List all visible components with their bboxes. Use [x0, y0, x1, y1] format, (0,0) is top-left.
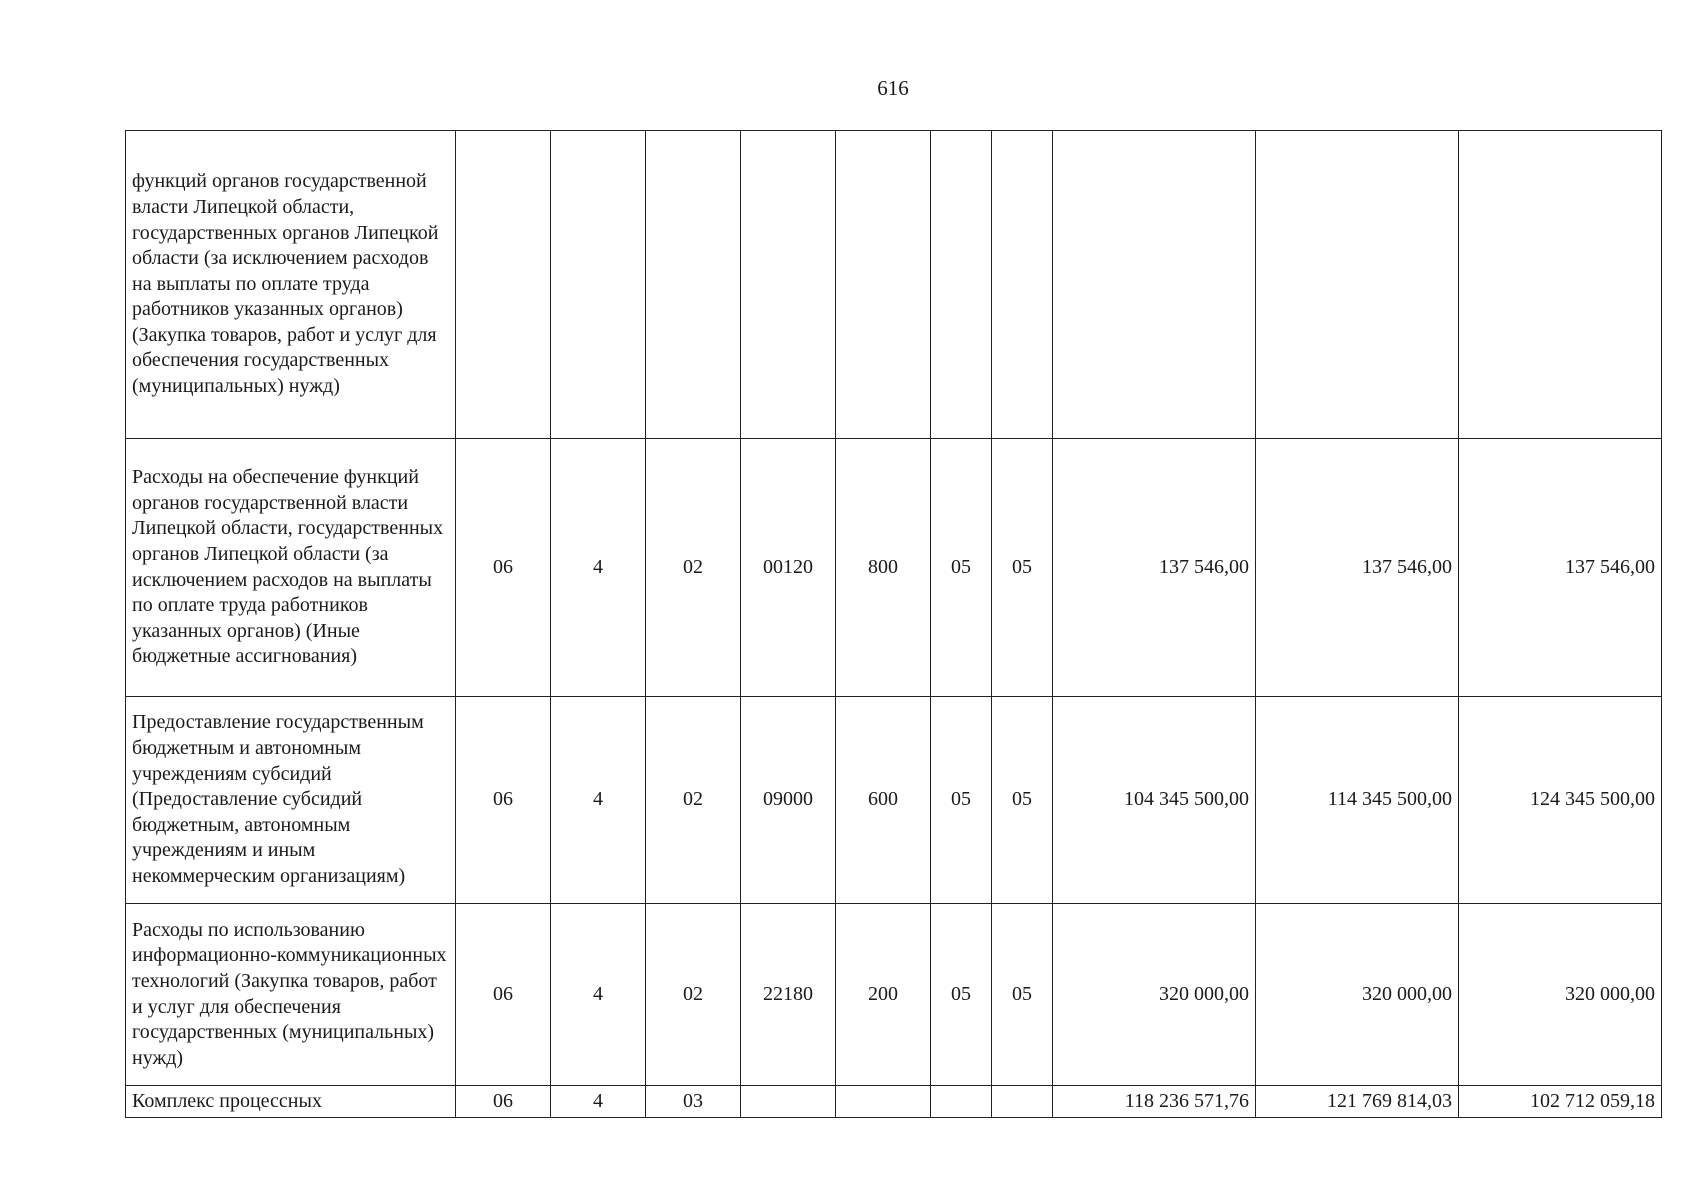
table-row [126, 697, 1662, 904]
code-cell: 06 [456, 439, 551, 697]
code-cell: 4 [551, 904, 646, 1086]
code-cell: 02 [646, 904, 741, 1086]
table-row [126, 1086, 1662, 1118]
amount-cell [1053, 131, 1256, 439]
code-cell [741, 131, 836, 439]
code-cell: 09000 [741, 697, 836, 904]
code-cell [992, 1086, 1053, 1118]
code-cell [931, 131, 992, 439]
code-cell: 200 [836, 904, 931, 1086]
code-cell [836, 131, 931, 439]
row-description: функций органов государственной власти Липецкой области, государственных органов Липецкой области (за исключением расходов на выплаты по оплате труда работников указанных органов) (Закупка товаров, работ и услуг для обеспечения государственных (муниципальных) нужд) [126, 131, 456, 439]
amount-cell: 104 345 500,00 [1053, 697, 1256, 904]
code-cell: 05 [992, 439, 1053, 697]
amount-cell: 137 546,00 [1256, 439, 1459, 697]
code-cell: 06 [456, 904, 551, 1086]
table-row [126, 904, 1662, 1086]
amount-cell: 121 769 814,03 [1256, 1086, 1459, 1118]
code-cell [741, 1086, 836, 1118]
row-description: Расходы по использованию информационно-коммуникационных технологий (Закупка товаров, работ и услуг для обеспечения государственных (муниципальных) нужд) [126, 904, 456, 1086]
code-cell: 06 [456, 697, 551, 904]
code-cell: 4 [551, 697, 646, 904]
code-cell: 00120 [741, 439, 836, 697]
page-number: 616 [877, 76, 909, 100]
code-cell: 4 [551, 439, 646, 697]
row-description: Комплекс процессных [126, 1086, 456, 1118]
code-cell: 02 [646, 439, 741, 697]
code-cell: 05 [931, 697, 992, 904]
code-cell: 800 [836, 439, 931, 697]
amount-cell: 124 345 500,00 [1459, 697, 1662, 904]
code-cell: 4 [551, 1086, 646, 1118]
code-cell [456, 131, 551, 439]
code-cell [551, 131, 646, 439]
code-cell: 22180 [741, 904, 836, 1086]
amount-cell [1256, 131, 1459, 439]
code-cell [992, 131, 1053, 439]
code-cell [931, 1086, 992, 1118]
amount-cell: 102 712 059,18 [1459, 1086, 1662, 1118]
code-cell: 05 [931, 904, 992, 1086]
code-cell: 600 [836, 697, 931, 904]
amount-cell: 137 546,00 [1459, 439, 1662, 697]
code-cell [836, 1086, 931, 1118]
code-cell [646, 131, 741, 439]
code-cell: 02 [646, 697, 741, 904]
budget-table [125, 130, 1662, 1118]
amount-cell: 118 236 571,76 [1053, 1086, 1256, 1118]
amount-cell: 137 546,00 [1053, 439, 1256, 697]
amount-cell: 114 345 500,00 [1256, 697, 1459, 904]
code-cell: 05 [992, 697, 1053, 904]
table-row [126, 131, 1662, 439]
row-description: Расходы на обеспечение функций органов государственной власти Липецкой области, государственных органов Липецкой области (за исключением расходов на выплаты по оплате труда работников указанных органов) (Иные бюджетные ассигнования) [126, 439, 456, 697]
row-description: Предоставление государственным бюджетным и автономным учреждениям субсидий (Предоставление субсидий бюджетным, автономным учреждениям и иным некоммерческим организациям) [126, 697, 456, 904]
amount-cell: 320 000,00 [1459, 904, 1662, 1086]
amount-cell [1459, 131, 1662, 439]
amount-cell: 320 000,00 [1256, 904, 1459, 1086]
table-row [126, 439, 1662, 697]
code-cell: 05 [931, 439, 992, 697]
amount-cell: 320 000,00 [1053, 904, 1256, 1086]
code-cell: 03 [646, 1086, 741, 1118]
code-cell: 06 [456, 1086, 551, 1118]
code-cell: 05 [992, 904, 1053, 1086]
